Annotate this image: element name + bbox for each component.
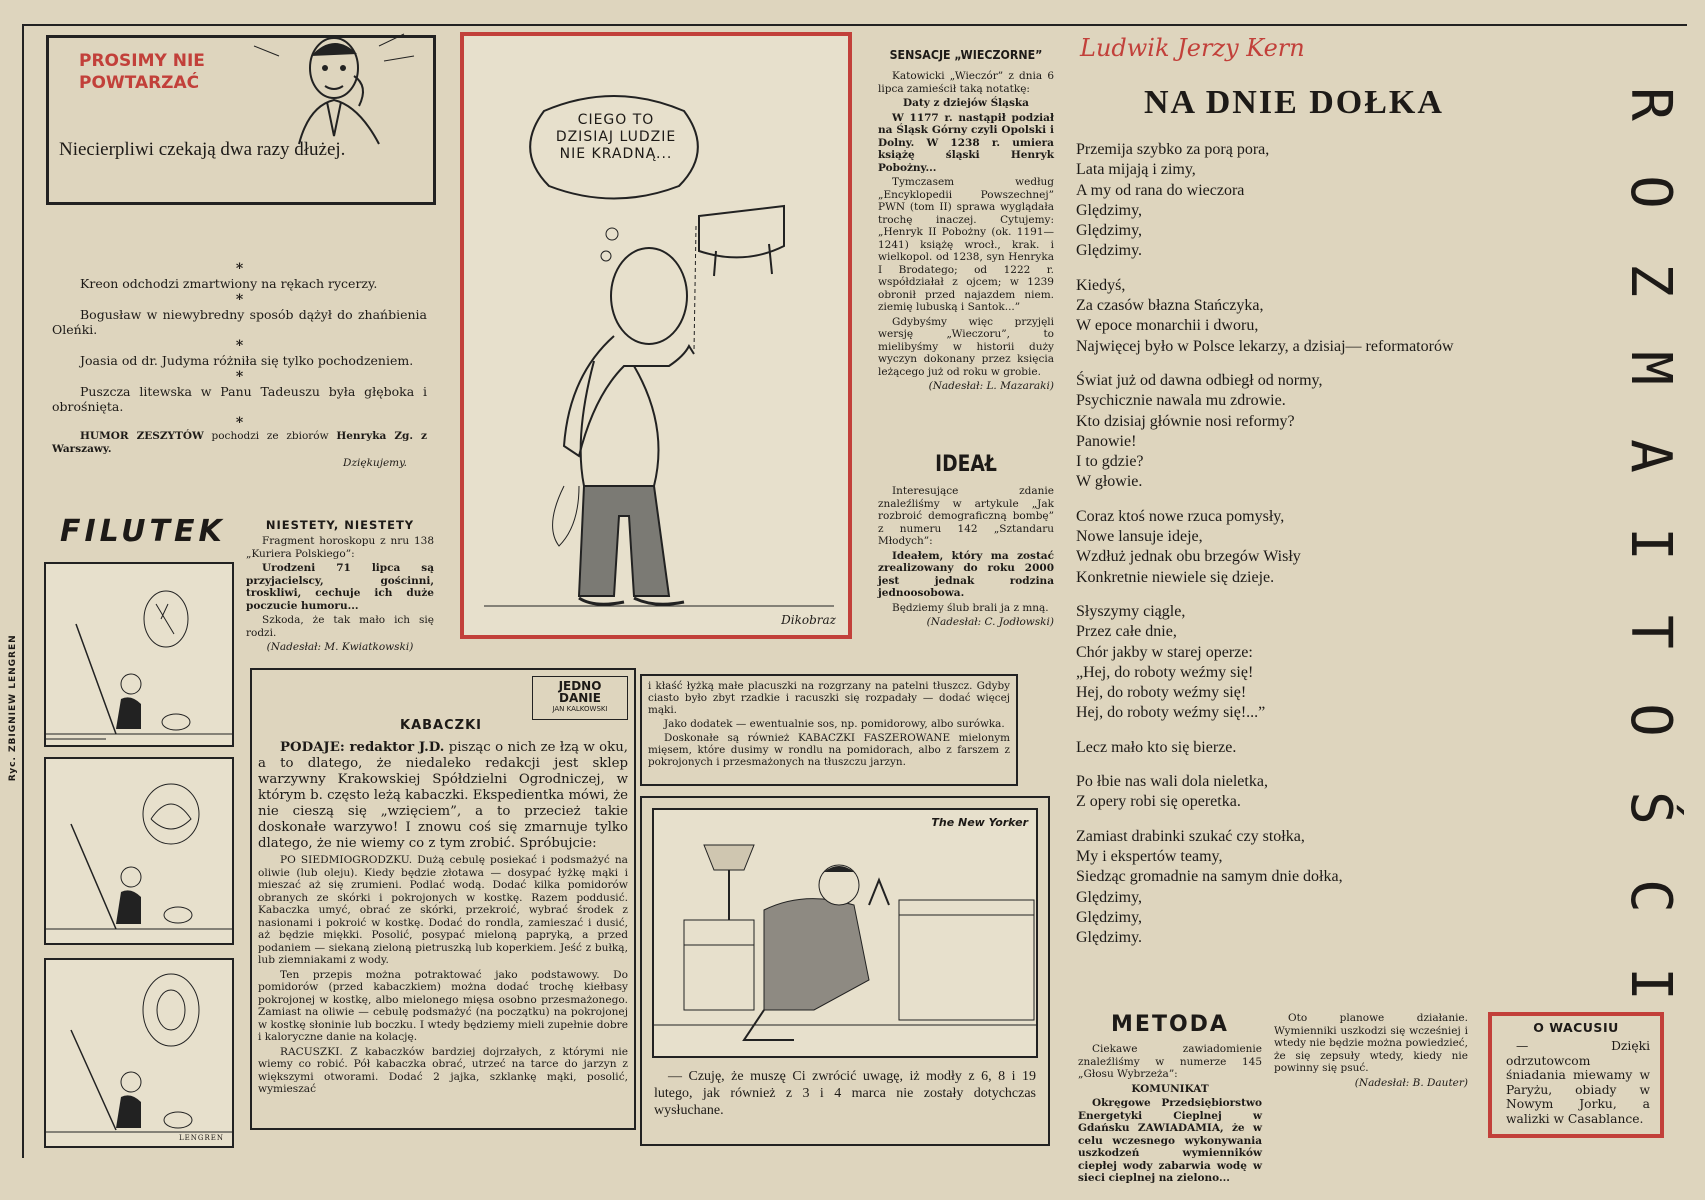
- ideal-comment: Będziemy ślub brali ja z mną.: [892, 601, 1049, 614]
- poem-line: Kiedyś,: [1076, 276, 1126, 294]
- kabaczki-box: [250, 668, 636, 1130]
- poem-line: Za czasów błazna Stańczyka,: [1076, 297, 1264, 315]
- metoda-body-2: Oto planowe działanie. Wymienniki uszkodzi się wcześniej i wtedy nie będzie można powiedzieć, że się zepsuły wtedy, kiedy nie powinny się psuć.: [1274, 1012, 1468, 1074]
- poem-line: Najwięcej było w Polsce lekarzy, a dzisiaj— reformatorów: [1076, 337, 1454, 355]
- separator-star: *: [235, 415, 244, 431]
- cartoon-dikobraz: [460, 32, 852, 639]
- kabaczki-recipe-3: RACUSZKI. Z kabaczków bardziej dojrzałych, z którymi nie wiemy co robić. Pół kabaczka obrać, utrzeć na tarce do jarzyn z większymi otworami. Dodać 2 jajka, szklankę mąki, posolić, wymieszać: [258, 1045, 628, 1095]
- new-yorker-box: [640, 796, 1050, 1146]
- poem-line: Nowe lansuje ideje,: [1076, 528, 1203, 546]
- fisherman-illustration: [46, 564, 232, 745]
- ideal-intro: Interesujące zdanie znaleźliśmy w artykule „Jak rozbroić demograficzną bombę” z numeru 142 „Sztandaru Młodych”:: [878, 485, 1054, 547]
- vertical-title-letter: I: [1618, 967, 1683, 1001]
- poem-line: Ględzimy.: [1076, 242, 1143, 260]
- poem-stanza: [1076, 602, 1596, 724]
- humor-thanks: Dziękujemy.: [343, 457, 407, 469]
- kabaczki-cont-1: i kłaść łyżką małe placuszki na rozgrzany na patelni tłuszcz. Gdyby ciasto było zbyt rzadkie i racuszki się rozpadały — dodać więcej mąki.: [648, 680, 1010, 716]
- vertical-title-letters: [1618, 60, 1683, 1028]
- sensacje-intro: Katowicki „Wieczór” z dnia 6 lipca zamieścił taką notatkę:: [878, 70, 1054, 95]
- praying-man-illustration: [654, 810, 1036, 1056]
- poem-line: W głowie.: [1076, 473, 1143, 491]
- kabaczki-title: KABACZKI: [400, 718, 482, 733]
- sensacje-sender: (Nadesłał: L. Mazaraki): [928, 380, 1054, 392]
- poem-line: A my od rana do wieczora: [1076, 181, 1245, 199]
- poem-line: Konkretnie niewiele się dzieje.: [1076, 568, 1275, 586]
- vertical-title-letter: I: [1618, 527, 1683, 561]
- separator-star: *: [235, 292, 244, 308]
- metoda-title: METODA: [1111, 1012, 1229, 1037]
- filutek-signature: LENGREN: [179, 1133, 224, 1142]
- metoda-komunikat: KOMUNIKAT: [1131, 1082, 1209, 1095]
- poem-line: Zamiast drabinki szukać czy stołka,: [1076, 827, 1305, 845]
- metoda-intro: Ciekawe zawiadomienie znaleźliśmy w numerze 145 „Głosu Wybrzeża”:: [1078, 1043, 1262, 1080]
- niestety-quote: Urodzeni 71 lipca są przyjacielscy, gościnni, troskliwi, cechuje ich duże poczucie humoru...: [246, 562, 434, 612]
- humor-item: Joasia od dr. Judyma różniła się tylko pochodzeniem.: [80, 353, 414, 368]
- sensacje-comment: Gdybyśmy więc przyjęli wersję „Wieczoru”, to mielibyśmy w historii duży wyczyn dokonany przez księcia leżącego już od roku w grobie.: [878, 315, 1054, 378]
- metoda-sender: (Nadesłał: B. Dauter): [1354, 1076, 1468, 1089]
- poem-stanza: [1076, 140, 1596, 262]
- poem-line: Ględzimy,: [1076, 201, 1143, 219]
- ideal-quote: Ideałem, który ma zostać zrealizowany do roku 2000 jest jednak rodzina jednoosobowa.: [878, 549, 1054, 599]
- cartoon-artist: Dikobraz: [781, 613, 836, 627]
- new-yorker-cartoon: [652, 808, 1038, 1058]
- poem-line: Przez całe dnie,: [1076, 623, 1177, 641]
- humor-item: Kreon odchodzi zmartwiony na rękach rycerzy.: [80, 276, 378, 291]
- poem-line: Ględzimy,: [1076, 222, 1143, 240]
- metoda-article-cont: [1274, 1012, 1468, 1091]
- niestety-intro: Fragment horoskopu z nru 138 „Kuriera Polskiego”:: [246, 535, 434, 560]
- humor-item: Puszcza litewska w Panu Tadeuszu była głęboka i obrośnięta.: [52, 384, 427, 414]
- poem-article: [1076, 34, 1596, 962]
- separator-star: *: [235, 261, 244, 277]
- humor-item: Bogusław w niewybredny sposób dążył do zhańbienia Oleńki.: [52, 307, 427, 337]
- vertical-title: [1618, 60, 1683, 1060]
- vertical-title-letter: M: [1618, 351, 1683, 385]
- vertical-title-letter: O: [1618, 703, 1683, 737]
- ideal-sender: (Nadesłał: C. Jodłowski): [926, 616, 1054, 628]
- new-yorker-source: The New Yorker: [931, 816, 1028, 829]
- poem-body: [1076, 140, 1596, 948]
- kabaczki-recipe-1: PO SIEDMIOGRODZKU. Dużą cebulę posiekać i podsmażyć na oliwie (lub oleju). Kiedy będzie złotawa — dosypać łyżkę mąki i mieszać aż się zrumieni. Podlać wodą. Dodać kilka pomidorów obranych ze skórki i pokrojonych w kostkę. Razem poddusić. Kabaczka umyć, obrać ze skórki, przekroić, wybrać środek z nasionami i pokroić w kostkę. Dodać do rondla, zamieszać i dusić, aż będzie miękki. Posolić, posypać mieloną papryką, a przed podaniem — siekaną zieloną pietruszką lub koperkiem. Jeść z bułką, lub ziemniakami z wody.: [258, 854, 628, 966]
- ideal-article: [878, 452, 1054, 631]
- side-credit: Ryc. ZBIGNIEW LENGREN: [7, 634, 18, 782]
- new-yorker-caption: — Czuję, że muszę Ci zwrócić uwagę, iż modły z 6, 8 i 19 lutego, jak również z 3 i 4 marca nie zostały dotychczas wysłuchane.: [654, 1069, 1036, 1118]
- sensacje-quote: W 1177 r. nastąpił podział na Śląsk Górny czyli Opolski i Dolny. W 1238 r. umiera książę śląski Henryk Pobożny...: [878, 111, 1054, 174]
- filutek-panel-1: [44, 562, 234, 747]
- kabaczki-cont-2: Jako dodatek — ewentualnie sos, np. pomidorowy, albo surówka.: [664, 718, 1005, 730]
- poem-line: W epoce monarchii i dworu,: [1076, 317, 1259, 335]
- poem-stanza: [1076, 276, 1596, 357]
- vertical-title-letter: C: [1618, 879, 1683, 913]
- fisherman-illustration: [46, 759, 232, 943]
- filutek-panel-3: [44, 958, 234, 1148]
- prosimy-title: PROSIMY NIE POWTARZAĆ: [79, 51, 205, 93]
- poem-line: Świat już od dawna odbiegł od normy,: [1076, 371, 1323, 389]
- separator-star: *: [235, 369, 244, 385]
- poem-line: Chór jakby w starej operze:: [1076, 643, 1253, 661]
- kabaczki-intro: PODAJE: redaktor J.D. pisząc o nich ze łzą w oku, a to dlatego, że niedaleko redakcji jest sklep warzywny Krakowskiej Spółdzielni Ogrodniczej, w którym b. często leżą kabaczki. Ekspedientka mówi, że nie cieszą się „wzięciem”, a to przecież takie doskonałe warzywo! I znowu coś się zmarnuje tylko dlatego, że nie wiemy co z tym zrobić. Spróbujcie:: [258, 740, 629, 851]
- kabaczki-cont-3: Doskonałe są również KABACZKI FASZEROWANE mielonym mięsem, które dusimy w rondlu na pomidorach, albo z farszem z pokrojonych i przesmażonych na tłuszczu jarzyn.: [648, 732, 1010, 768]
- filutek-title: FILUTEK: [60, 514, 226, 549]
- poem-line: Kto dzisiaj głównie nosi reformy?: [1076, 412, 1295, 430]
- poem-stanza: [1076, 772, 1596, 813]
- poem-line: Hej, do roboty weźmy się!...”: [1076, 704, 1266, 722]
- niestety-comment: Szkoda, że tak mało ich się rodzi.: [246, 614, 434, 639]
- kabaczki-body: [258, 740, 628, 1098]
- kabaczki-continuation: [640, 674, 1018, 786]
- poem-line: Ględzimy,: [1076, 908, 1143, 926]
- vertical-title-letter: Ś: [1618, 791, 1683, 825]
- poem-line: I to gdzie?: [1076, 453, 1144, 471]
- separator-star: *: [235, 338, 244, 354]
- poem-line: Panowie!: [1076, 432, 1137, 450]
- niestety-sender: (Nadesłał: M. Kwiatkowski): [266, 641, 414, 653]
- poem-author: Ludwik Jerzy Kern: [1080, 34, 1305, 62]
- metoda-article: [1078, 1012, 1262, 1184]
- poem-line: Po łbie nas wali dola nieletka,: [1076, 773, 1268, 791]
- humor-source: HUMOR ZESZYTÓW pochodzi ze zbiorów Henryka Zg. z Warszawy.: [52, 430, 427, 455]
- poem-line: Coraz ktoś nowe rzuca pomysły,: [1076, 507, 1285, 525]
- poem-line: Psychicznie nawala mu zdrowie.: [1076, 392, 1286, 410]
- poem-line: Ględzimy.: [1076, 929, 1143, 947]
- speech-bubble-text: CIEGO TO DZISIAJ LUDZIE NIE KRADNĄ...: [555, 112, 677, 162]
- humor-column: [52, 262, 427, 472]
- prosimy-quote: Niecierpliwi czekają dwa razy dłużej.: [59, 139, 346, 160]
- vertical-title-letter: R: [1618, 87, 1683, 121]
- vertical-title-letter: A: [1618, 439, 1683, 473]
- poem-line: Lata mijają i zimy,: [1076, 161, 1196, 179]
- man-on-phone-illustration: [239, 26, 429, 146]
- kabaczki-recipe-2: Ten przepis można potraktować jako podstawowy. Do pomidorów (przed kabaczkiem) można dodać trochę kiełbasy pokrojonej w kostkę, albo mielonego mięsa osobno przesmażonego. Zamiast na oliwie — cebulę podsmażyć (na początku) na pokrojonej w kostkę słoninie lub boczku. I wtedy będziemy mieli zupełnie dobre i kaloryczne danie na kolację.: [258, 968, 628, 1043]
- metoda-body-1: Okręgowe Przedsiębiorstwo Energetyki Cieplnej w Gdańsku ZAWIADAMIA, że w celu wczesnego wykonywania uszkodzeń wymienników ciepłej wody zabarwia wodę w sieci cieplnej na zielono...: [1078, 1097, 1262, 1184]
- poem-line: Z opery robi się operetka.: [1076, 793, 1241, 811]
- vertical-title-letter: Z: [1618, 263, 1683, 297]
- man-hanging-illustration: [484, 186, 834, 616]
- fisherman-illustration: [46, 960, 232, 1146]
- sensacje-title: SENSACJE „WIECZORNE”: [889, 48, 1043, 62]
- poem-line: Ględzimy,: [1076, 888, 1143, 906]
- ideal-title: IDEAŁ: [935, 452, 997, 477]
- poem-line: My i ekspertów teamy,: [1076, 847, 1223, 865]
- wacus-title: O WACUSIU: [1533, 1020, 1619, 1035]
- sensacje-article: [878, 48, 1054, 395]
- poem-line: „Hej, do roboty weźmy się!: [1076, 663, 1254, 681]
- poem-line: Przemija szybko za porą pora,: [1076, 141, 1270, 158]
- poem-line: Hej, do roboty weźmy się!: [1076, 684, 1247, 702]
- poem-stanza: [1076, 507, 1596, 588]
- filutek-panel-2: [44, 757, 234, 945]
- vertical-title-letter: O: [1618, 175, 1683, 209]
- prosimy-box: [46, 35, 436, 205]
- poem-line: Wzdłuż jednak obu brzegów Wisły: [1076, 548, 1301, 566]
- poem-stanza: [1076, 738, 1596, 758]
- jedno-danie-logo: JEDNO DANIE JAN KALKOWSKI: [532, 676, 628, 720]
- wacus-box: [1488, 1012, 1664, 1138]
- poem-line: Siedząc gromadnie na samym dnie dołka,: [1076, 868, 1343, 886]
- poem-title: NA DNIE DOŁKA: [1144, 84, 1444, 121]
- poem-stanza: [1076, 371, 1596, 493]
- sensacje-body: Tymczasem według „Encyklopedii Powszechnej” PWN (tom II) sprawa wyglądała trochę inaczej. Cytujemy: „Henryk II Pobożny (ok. 1191—1241) książę wrocł., krak. i wielkopol. od 1238, syn Henryka I Brodatego; od 1222 r. współdziałał z ojcem; w 1239 obronił przed najazdem niem. ziemię lubuską i Santok...”: [878, 176, 1054, 313]
- niestety-article: [246, 518, 434, 656]
- sensacje-subhead: Daty z dziejów Śląska: [903, 97, 1029, 109]
- wacus-text: — Dzięki odrzutowcom śniadania miewamy w Paryżu, obiady w Nowym Jorku, a walizki w Casablance.: [1506, 1039, 1650, 1126]
- poem-stanza: [1076, 827, 1596, 949]
- poem-line: Słyszymy ciągle,: [1076, 602, 1186, 620]
- poem-line: Lecz mało kto się bierze.: [1076, 738, 1237, 756]
- vertical-title-letter: T: [1618, 615, 1683, 649]
- niestety-title: NIESTETY, NIESTETY: [265, 518, 415, 532]
